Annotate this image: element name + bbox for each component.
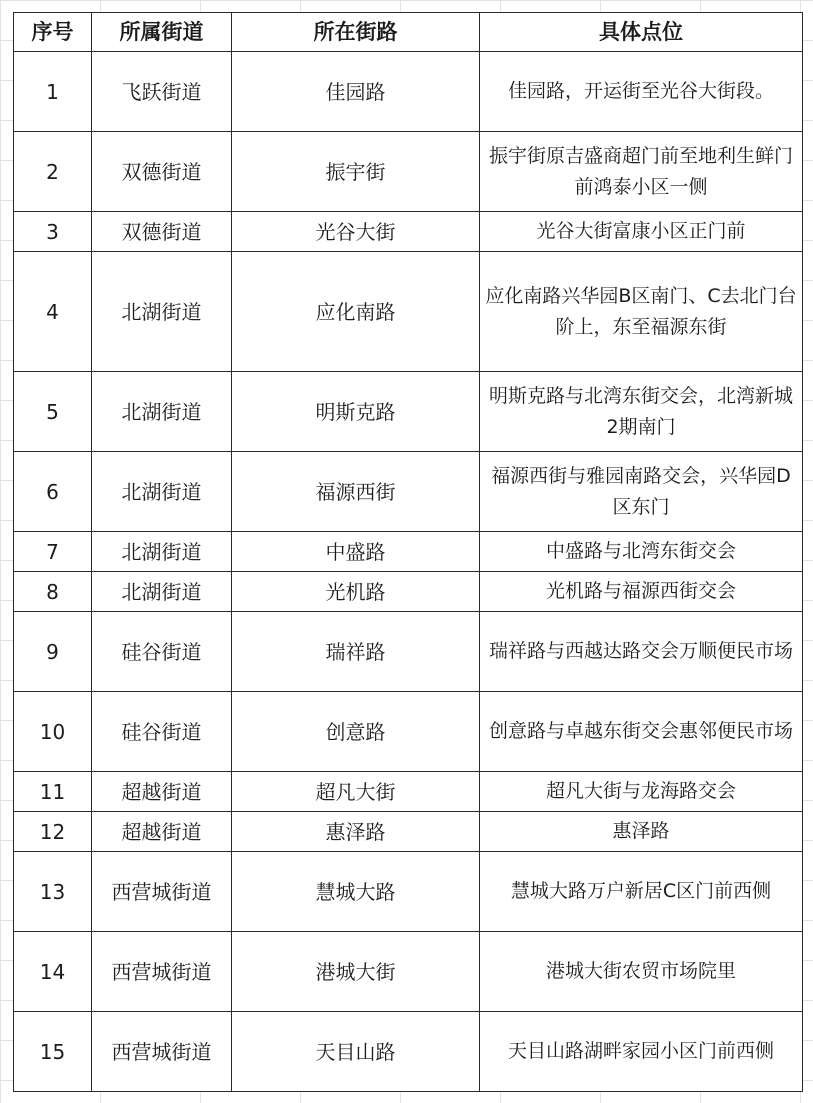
cell-road: 明斯克路 (232, 372, 480, 452)
cell-no: 7 (14, 532, 92, 572)
cell-street-office: 硅谷街道 (92, 692, 232, 772)
table-row (14, 252, 803, 372)
cell-location: 中盛路与北湾东街交会 (480, 532, 803, 572)
table-row (14, 52, 803, 132)
cell-location: 瑞祥路与西越达路交会万顺便民市场 (480, 612, 803, 692)
header-street-office: 所属街道 (92, 13, 232, 52)
cell-no: 2 (14, 132, 92, 212)
cell-street-office: 双德街道 (92, 132, 232, 212)
cell-no: 5 (14, 372, 92, 452)
cell-location: 振宇街原吉盛商超门前至地利生鲜门前鸿泰小区一侧 (480, 132, 803, 212)
cell-road: 港城大街 (232, 932, 480, 1012)
cell-road: 中盛路 (232, 532, 480, 572)
cell-location: 慧城大路万户新居C区门前西侧 (480, 852, 803, 932)
cell-road: 振宇街 (232, 132, 480, 212)
cell-road: 福源西街 (232, 452, 480, 532)
table-row (14, 572, 803, 612)
cell-no: 4 (14, 252, 92, 372)
cell-location: 应化南路兴华园B区南门、C去北门台阶上，东至福源东街 (480, 252, 803, 372)
cell-road: 慧城大路 (232, 852, 480, 932)
cell-street-office: 北湖街道 (92, 372, 232, 452)
cell-location: 天目山路湖畔家园小区门前西侧 (480, 1012, 803, 1092)
cell-no: 10 (14, 692, 92, 772)
table-row (14, 812, 803, 852)
header-row (14, 13, 803, 52)
cell-road: 天目山路 (232, 1012, 480, 1092)
cell-street-office: 西营城街道 (92, 932, 232, 1012)
cell-road: 超凡大街 (232, 772, 480, 812)
cell-street-office: 硅谷街道 (92, 612, 232, 692)
cell-location: 港城大街农贸市场院里 (480, 932, 803, 1012)
table-row (14, 692, 803, 772)
table-row (14, 932, 803, 1012)
cell-street-office: 西营城街道 (92, 1012, 232, 1092)
cell-no: 14 (14, 932, 92, 1012)
cell-no: 3 (14, 212, 92, 252)
cell-road: 惠泽路 (232, 812, 480, 852)
table-row (14, 452, 803, 532)
cell-no: 12 (14, 812, 92, 852)
cell-street-office: 飞跃街道 (92, 52, 232, 132)
cell-no: 13 (14, 852, 92, 932)
table-row (14, 772, 803, 812)
cell-no: 6 (14, 452, 92, 532)
cell-location: 超凡大街与龙海路交会 (480, 772, 803, 812)
cell-location: 福源西街与雅园南路交会，兴华园D区东门 (480, 452, 803, 532)
cell-street-office: 双德街道 (92, 212, 232, 252)
cell-street-office: 北湖街道 (92, 532, 232, 572)
table-row (14, 132, 803, 212)
cell-no: 9 (14, 612, 92, 692)
table-row (14, 532, 803, 572)
cell-street-office: 超越街道 (92, 772, 232, 812)
locations-table (13, 12, 803, 1092)
table-row (14, 212, 803, 252)
cell-road: 光谷大街 (232, 212, 480, 252)
table-row (14, 372, 803, 452)
header-location: 具体点位 (480, 13, 803, 52)
cell-location: 佳园路，开运街至光谷大街段。 (480, 52, 803, 132)
header-no: 序号 (14, 13, 92, 52)
table-row (14, 1012, 803, 1092)
cell-street-office: 北湖街道 (92, 452, 232, 532)
cell-street-office: 北湖街道 (92, 252, 232, 372)
cell-road: 创意路 (232, 692, 480, 772)
cell-road: 佳园路 (232, 52, 480, 132)
cell-street-office: 超越街道 (92, 812, 232, 852)
header-road: 所在街路 (232, 13, 480, 52)
cell-location: 光谷大街富康小区正门前 (480, 212, 803, 252)
cell-location: 惠泽路 (480, 812, 803, 852)
cell-location: 明斯克路与北湾东街交会，北湾新城2期南门 (480, 372, 803, 452)
cell-location: 光机路与福源西街交会 (480, 572, 803, 612)
cell-road: 应化南路 (232, 252, 480, 372)
table-row (14, 612, 803, 692)
cell-location: 创意路与卓越东街交会惠邻便民市场 (480, 692, 803, 772)
cell-road: 瑞祥路 (232, 612, 480, 692)
cell-no: 15 (14, 1012, 92, 1092)
cell-street-office: 西营城街道 (92, 852, 232, 932)
cell-no: 11 (14, 772, 92, 812)
cell-no: 1 (14, 52, 92, 132)
table-row (14, 852, 803, 932)
cell-road: 光机路 (232, 572, 480, 612)
cell-no: 8 (14, 572, 92, 612)
cell-street-office: 北湖街道 (92, 572, 232, 612)
